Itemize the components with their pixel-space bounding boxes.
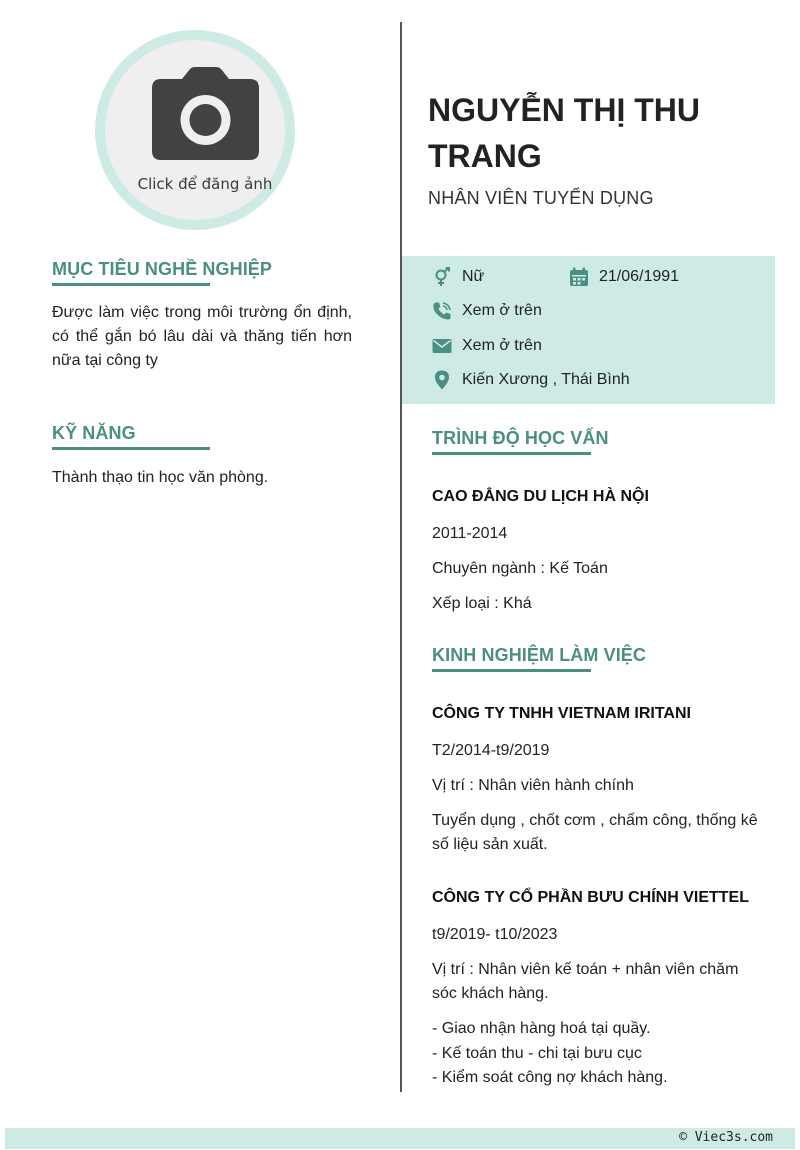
job-position: Vị trí : Nhân viên kế toán + nhân viên chăm sóc khách hàng.: [432, 961, 739, 1002]
objective-text: Được làm việc trong môi trường ổn định, có thể gắn bó lâu dài và thăng tiến hơn nữa tại công ty: [52, 304, 352, 369]
email-value: Xem ở trên: [462, 337, 542, 354]
footer-credit: © Viec3s.com: [679, 1130, 773, 1145]
education-heading: TRÌNH ĐỘ HỌC VẤN: [432, 428, 609, 448]
job-detail: - Kiểm soát công nợ khách hàng.: [432, 1069, 668, 1086]
job-position: Vị trí : Nhân viên hành chính: [432, 777, 634, 794]
phone-value: Xem ở trên: [462, 302, 542, 319]
camera-icon: [152, 67, 259, 161]
avatar-caption: Click để đăng ảnh: [137, 175, 273, 193]
contact-address: [432, 370, 630, 390]
address-value: Kiến Xương , Thái Bình: [462, 371, 630, 388]
avatar-upload[interactable]: [95, 30, 295, 230]
contact-email: [432, 336, 542, 356]
job-company: CÔNG TY TNHH VIETNAM IRITANI: [432, 705, 691, 722]
location-icon: [432, 370, 452, 390]
skills-underline: [52, 447, 210, 450]
avatar-placeholder: [105, 40, 285, 220]
footer-bar: [5, 1128, 795, 1149]
candidate-job-title: NHÂN VIÊN TUYỂN DỤNG: [428, 188, 654, 208]
birthday-value: 21/06/1991: [599, 268, 680, 285]
objective-heading: MỤC TIÊU NGHỀ NGHIỆP: [52, 259, 273, 279]
education-period: 2011-2014: [432, 525, 508, 542]
contact-phone: [432, 301, 542, 321]
job-detail: - Giao nhận hàng hoá tại quầy.: [432, 1020, 651, 1037]
skills-heading: KỸ NĂNG: [52, 423, 136, 443]
contact-gender: [432, 267, 484, 287]
experience-heading: KINH NGHIỆM LÀM VIỆC: [432, 645, 647, 665]
column-divider: [400, 22, 402, 1092]
experience-underline: [432, 669, 591, 672]
gender-icon: [432, 267, 452, 287]
job-period: T2/2014-t9/2019: [432, 742, 550, 759]
objective-underline: [52, 283, 210, 286]
gender-value: Nữ: [462, 268, 485, 285]
education-school: CAO ĐẲNG DU LỊCH HÀ NỘI: [432, 488, 649, 505]
candidate-name: NGUYỄN THỊ THU TRANG: [428, 92, 700, 174]
job-period: t9/2019- t10/2023: [432, 926, 558, 943]
education-underline: [432, 452, 591, 455]
job-detail: Tuyển dụng , chốt cơm , chấm công, thống kê số liệu sản xuất.: [432, 812, 758, 853]
calendar-icon: [569, 267, 589, 287]
contact-birthday: [569, 267, 679, 287]
education-major: Chuyên ngành : Kế Toán: [432, 560, 608, 577]
phone-icon: [432, 301, 452, 321]
skills-text: Thành thạo tin học văn phòng.: [52, 469, 269, 486]
email-icon: [432, 336, 452, 356]
job-company: CÔNG TY CỔ PHẦN BƯU CHÍNH VIETTEL: [432, 889, 749, 906]
education-grade: Xếp loại : Khá: [432, 595, 532, 612]
job-detail: - Kế toán thu - chi tại bưu cục: [432, 1045, 642, 1062]
